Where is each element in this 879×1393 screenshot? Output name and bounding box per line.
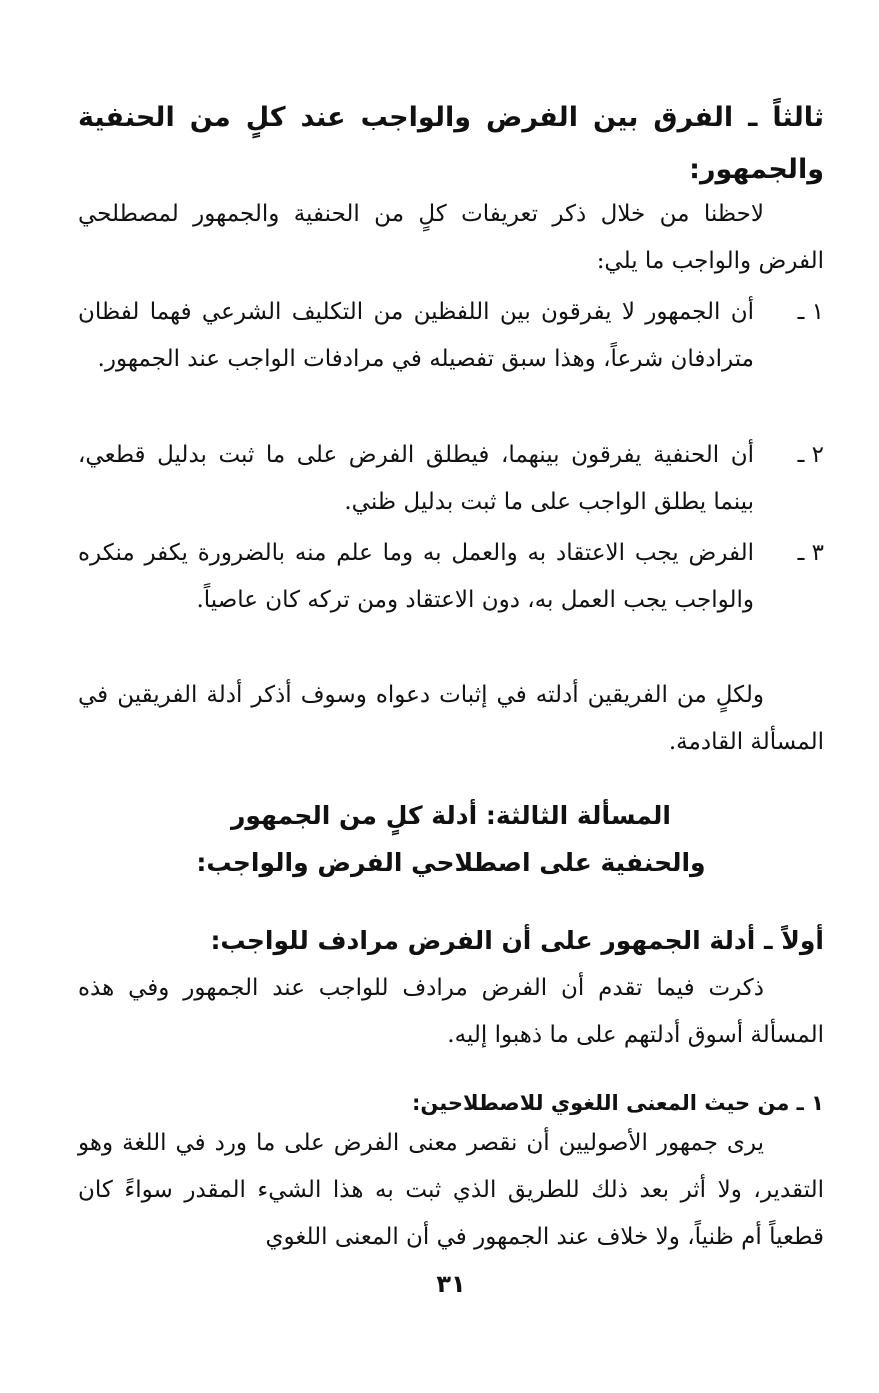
page-number: ٣١: [436, 1270, 466, 1298]
first-paragraph: ذكرت فيما تقدم أن الفرض مرادف للواجب عند الجمهور وفي هذه المسألة أسوق أدلتهم على ما ذهبوا إليه.: [78, 975, 824, 1048]
sub-heading: ١ ـ من حيث المعنى اللغوي للاصطلاحين:: [412, 1091, 824, 1115]
list-text: أن الحنفية يفرقون بينهما، فيطلق الفرض على ما ثبت بدليل قطعي، بينما يطلق الواجب على ما ثبت بدليل ظني.: [78, 442, 754, 515]
list-item-2: [78, 432, 824, 526]
list-number: ٣ ـ: [797, 540, 824, 566]
list-item-3: [78, 530, 824, 624]
book-page: [78, 0, 824, 1393]
first-heading: أولاً ـ أدلة الجمهور على أن الفرض مرادف للواجب:: [210, 926, 824, 955]
list-text: أن الجمهور لا يفرقون بين اللفظين من التكليف الشرعي فهما لفظان مترادفان شرعاً، وهذا سبق تفصيله في مرادفات الواجب عند الجمهور.: [78, 299, 754, 372]
list-text: الفرض يجب الاعتقاد به والعمل به وما علم منه بالضرورة يكفر منكره والواجب يجب العمل به، دون الاعتقاد ومن تركه كان عاصياً.: [78, 540, 754, 613]
closing-paragraph: ولكلٍ من الفريقين أدلته في إثبات دعواه وسوف أذكر أدلة الفريقين في المسألة القادمة.: [78, 682, 824, 755]
list-number: ١ ـ: [797, 299, 824, 325]
intro-paragraph: لاحظنا من خلال ذكر تعريفات كلٍ من الحنفية والجمهور لمصطلحي الفرض والواجب ما يلي:: [78, 201, 824, 274]
issue-heading-line-1: المسألة الثالثة: أدلة كلٍ من الجمهور: [231, 801, 671, 830]
list-item-1: [78, 289, 824, 383]
list-number: ٢ ـ: [797, 442, 824, 468]
issue-heading-line-2: والحنفية على اصطلاحي الفرض والواجب:: [196, 848, 706, 877]
section-heading: ثالثاً ـ الفرق بين الفرض والواجب عند كلٍ من الحنفية والجمهور:: [78, 102, 824, 185]
final-paragraph: يرى جمهور الأصوليين أن نقصر معنى الفرض على ما ورد في اللغة وهو التقدير، ولا أثر بعد ذلك للطريق الذي ثبت به هذا الشيء المقدر سواءً كان قطعياً أم ظنياً، ولا خلاف عند الجمهور في أن المعنى اللغوي: [78, 1130, 824, 1250]
